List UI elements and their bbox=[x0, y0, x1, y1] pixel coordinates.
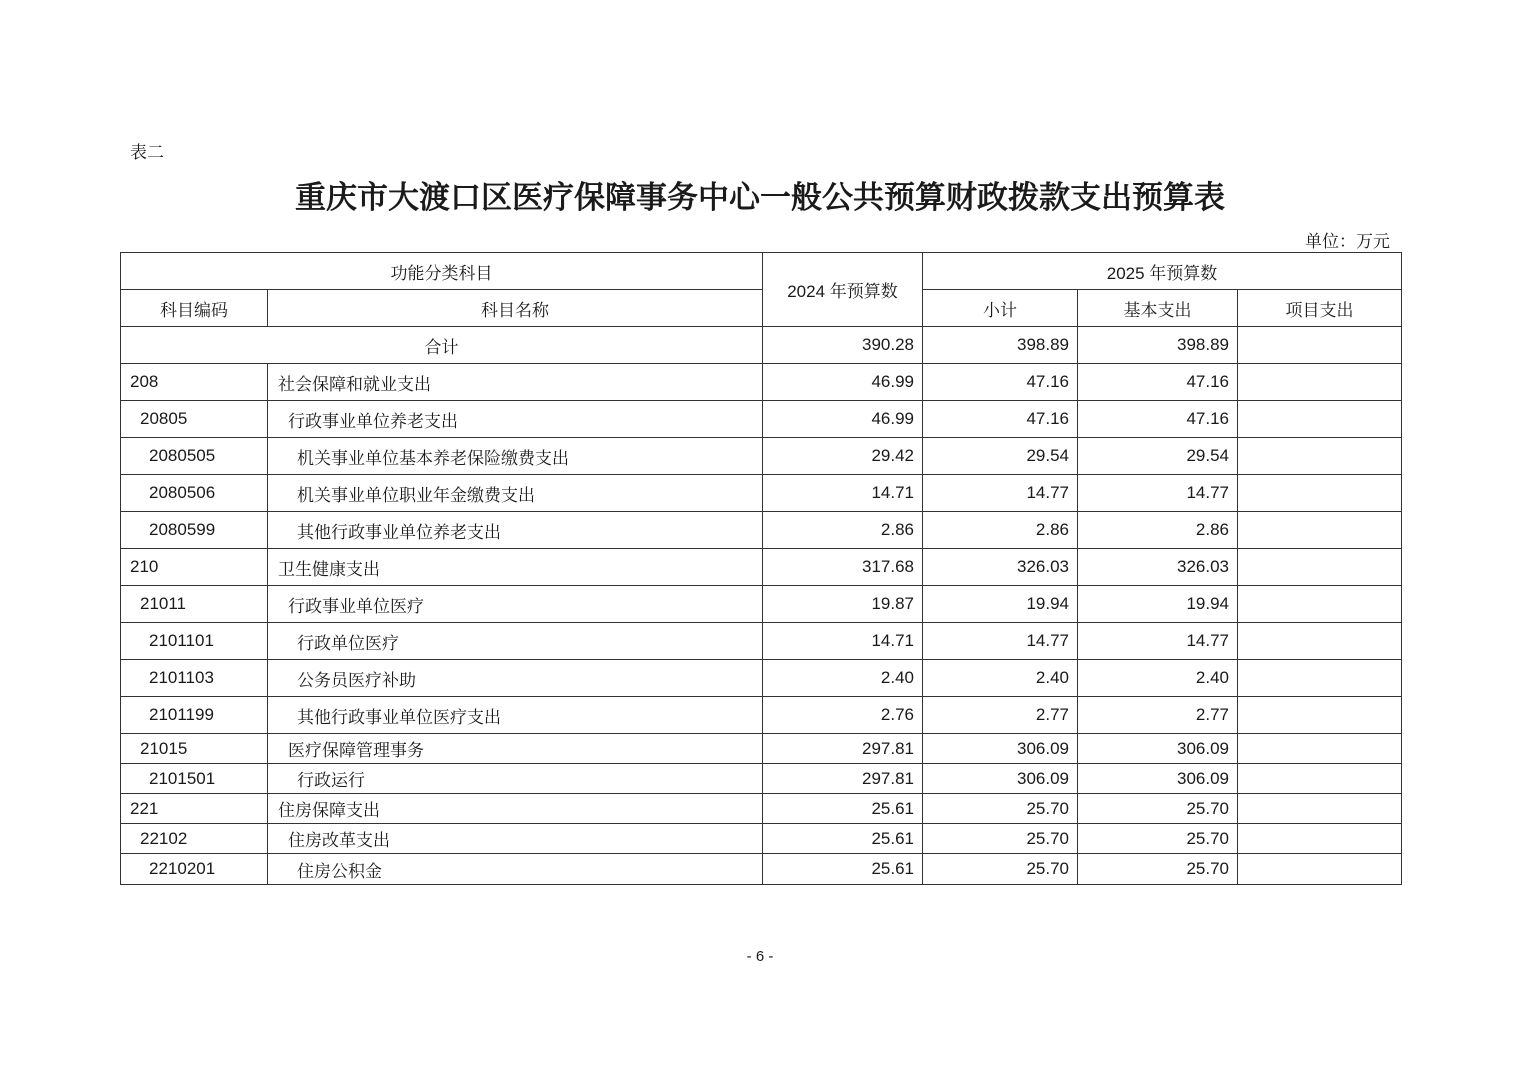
subtotal-value: 19.94 bbox=[923, 586, 1078, 623]
subject-code: 22102 bbox=[121, 824, 268, 854]
budget-2024-value: 14.71 bbox=[763, 475, 923, 512]
basic-value: 326.03 bbox=[1078, 549, 1238, 586]
total-project bbox=[1238, 327, 1402, 364]
subject-code: 221 bbox=[121, 794, 268, 824]
subject-name: 其他行政事业单位医疗支出 bbox=[268, 697, 763, 734]
subject-code: 208 bbox=[121, 364, 268, 401]
header-basic: 基本支出 bbox=[1078, 290, 1238, 327]
header-code: 科目编码 bbox=[121, 290, 268, 327]
subject-code: 2101199 bbox=[121, 697, 268, 734]
basic-value: 2.40 bbox=[1078, 660, 1238, 697]
header-functional-category: 功能分类科目 bbox=[121, 253, 763, 290]
subject-code: 2080505 bbox=[121, 438, 268, 475]
project-value bbox=[1238, 794, 1402, 824]
table-row bbox=[121, 854, 1402, 885]
basic-value: 25.70 bbox=[1078, 794, 1238, 824]
basic-value: 29.54 bbox=[1078, 438, 1238, 475]
budget-2024-value: 19.87 bbox=[763, 586, 923, 623]
budget-2024-value: 25.61 bbox=[763, 824, 923, 854]
table-row bbox=[121, 697, 1402, 734]
budget-2024-value: 2.76 bbox=[763, 697, 923, 734]
header-subtotal: 小计 bbox=[923, 290, 1078, 327]
budget-table bbox=[120, 252, 1402, 885]
header-row-2 bbox=[121, 290, 1402, 327]
project-value bbox=[1238, 401, 1402, 438]
basic-value: 47.16 bbox=[1078, 401, 1238, 438]
table-row bbox=[121, 794, 1402, 824]
subtotal-value: 29.54 bbox=[923, 438, 1078, 475]
total-label: 合计 bbox=[121, 327, 763, 364]
table-row bbox=[121, 401, 1402, 438]
unit-label: 单位：万元 bbox=[1305, 232, 1390, 252]
project-value bbox=[1238, 697, 1402, 734]
project-value bbox=[1238, 660, 1402, 697]
project-value bbox=[1238, 854, 1402, 885]
subject-code: 210 bbox=[121, 549, 268, 586]
budget-2024-value: 29.42 bbox=[763, 438, 923, 475]
subtotal-value: 25.70 bbox=[923, 824, 1078, 854]
table-row bbox=[121, 623, 1402, 660]
budget-2024-value: 317.68 bbox=[763, 549, 923, 586]
subtotal-value: 14.77 bbox=[923, 475, 1078, 512]
subject-name: 行政事业单位养老支出 bbox=[268, 401, 763, 438]
project-value bbox=[1238, 824, 1402, 854]
budget-2024-value: 25.61 bbox=[763, 794, 923, 824]
project-value bbox=[1238, 586, 1402, 623]
project-value bbox=[1238, 438, 1402, 475]
page-number: - 6 - bbox=[746, 948, 774, 965]
total-subtotal: 398.89 bbox=[923, 327, 1078, 364]
subject-code: 21015 bbox=[121, 734, 268, 764]
subject-name: 行政单位医疗 bbox=[268, 623, 763, 660]
subject-name: 社会保障和就业支出 bbox=[268, 364, 763, 401]
project-value bbox=[1238, 734, 1402, 764]
subject-code: 2101103 bbox=[121, 660, 268, 697]
subject-name: 卫生健康支出 bbox=[268, 549, 763, 586]
subject-code: 2101101 bbox=[121, 623, 268, 660]
basic-value: 25.70 bbox=[1078, 824, 1238, 854]
subject-name: 住房公积金 bbox=[268, 854, 763, 885]
budget-2024-value: 46.99 bbox=[763, 401, 923, 438]
basic-value: 2.77 bbox=[1078, 697, 1238, 734]
subject-name: 行政运行 bbox=[268, 764, 763, 794]
header-row-1 bbox=[121, 253, 1402, 290]
project-value bbox=[1238, 623, 1402, 660]
basic-value: 14.77 bbox=[1078, 475, 1238, 512]
document-title: 重庆市大渡口区医疗保障事务中心一般公共预算财政拨款支出预算表 bbox=[295, 180, 1225, 216]
subtotal-value: 2.86 bbox=[923, 512, 1078, 549]
budget-2024-value: 14.71 bbox=[763, 623, 923, 660]
header-project: 项目支出 bbox=[1238, 290, 1402, 327]
project-value bbox=[1238, 549, 1402, 586]
subject-code: 2210201 bbox=[121, 854, 268, 885]
subject-name: 行政事业单位医疗 bbox=[268, 586, 763, 623]
subject-name: 机关事业单位职业年金缴费支出 bbox=[268, 475, 763, 512]
table-row bbox=[121, 764, 1402, 794]
subject-name: 公务员医疗补助 bbox=[268, 660, 763, 697]
table-row bbox=[121, 824, 1402, 854]
header-name: 科目名称 bbox=[268, 290, 763, 327]
subject-name: 住房改革支出 bbox=[268, 824, 763, 854]
header-budget-2024: 2024 年预算数 bbox=[763, 253, 923, 327]
total-row bbox=[121, 327, 1402, 364]
budget-2024-value: 2.86 bbox=[763, 512, 923, 549]
subject-name: 其他行政事业单位养老支出 bbox=[268, 512, 763, 549]
subject-name: 住房保障支出 bbox=[268, 794, 763, 824]
table-row bbox=[121, 586, 1402, 623]
subtotal-value: 25.70 bbox=[923, 794, 1078, 824]
subject-name: 医疗保障管理事务 bbox=[268, 734, 763, 764]
table-row bbox=[121, 549, 1402, 586]
basic-value: 306.09 bbox=[1078, 764, 1238, 794]
subtotal-value: 25.70 bbox=[923, 854, 1078, 885]
table-row bbox=[121, 734, 1402, 764]
subtotal-value: 14.77 bbox=[923, 623, 1078, 660]
subject-code: 20805 bbox=[121, 401, 268, 438]
project-value bbox=[1238, 764, 1402, 794]
budget-2024-value: 25.61 bbox=[763, 854, 923, 885]
header-budget-2025: 2025 年预算数 bbox=[923, 253, 1402, 290]
basic-value: 14.77 bbox=[1078, 623, 1238, 660]
table-row bbox=[121, 475, 1402, 512]
project-value bbox=[1238, 475, 1402, 512]
subject-code: 21011 bbox=[121, 586, 268, 623]
project-value bbox=[1238, 512, 1402, 549]
subject-code: 2080599 bbox=[121, 512, 268, 549]
budget-2024-value: 46.99 bbox=[763, 364, 923, 401]
table-row bbox=[121, 512, 1402, 549]
subtotal-value: 2.77 bbox=[923, 697, 1078, 734]
budget-2024-value: 2.40 bbox=[763, 660, 923, 697]
total-basic: 398.89 bbox=[1078, 327, 1238, 364]
total-b2024: 390.28 bbox=[763, 327, 923, 364]
subtotal-value: 47.16 bbox=[923, 364, 1078, 401]
subtotal-value: 2.40 bbox=[923, 660, 1078, 697]
subject-name: 机关事业单位基本养老保险缴费支出 bbox=[268, 438, 763, 475]
table-label: 表二 bbox=[130, 143, 164, 163]
basic-value: 2.86 bbox=[1078, 512, 1238, 549]
table-row bbox=[121, 364, 1402, 401]
basic-value: 306.09 bbox=[1078, 734, 1238, 764]
subtotal-value: 326.03 bbox=[923, 549, 1078, 586]
budget-2024-value: 297.81 bbox=[763, 764, 923, 794]
subtotal-value: 306.09 bbox=[923, 764, 1078, 794]
table-row bbox=[121, 660, 1402, 697]
subject-code: 2080506 bbox=[121, 475, 268, 512]
subtotal-value: 47.16 bbox=[923, 401, 1078, 438]
subtotal-value: 306.09 bbox=[923, 734, 1078, 764]
project-value bbox=[1238, 364, 1402, 401]
subject-code: 2101501 bbox=[121, 764, 268, 794]
basic-value: 25.70 bbox=[1078, 854, 1238, 885]
budget-2024-value: 297.81 bbox=[763, 734, 923, 764]
table-row bbox=[121, 438, 1402, 475]
basic-value: 19.94 bbox=[1078, 586, 1238, 623]
basic-value: 47.16 bbox=[1078, 364, 1238, 401]
